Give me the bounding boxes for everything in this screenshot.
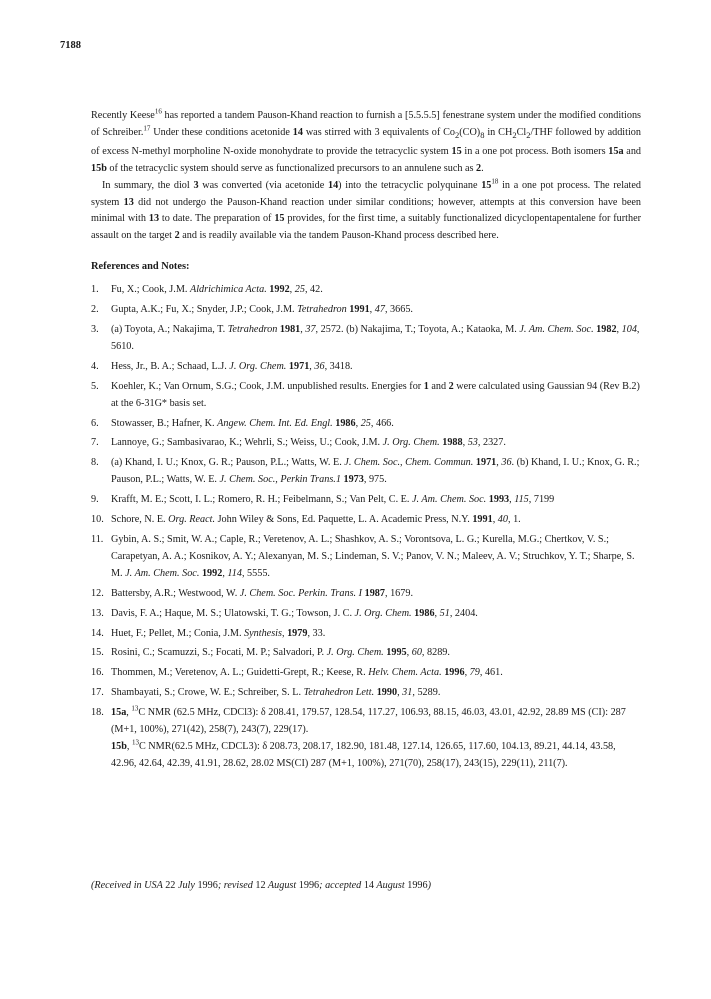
reference-item: [91, 685, 641, 702]
reference-item: [91, 645, 641, 662]
reference-item: [91, 322, 641, 356]
reference-number: 4.: [91, 360, 99, 372]
reference-item: [91, 416, 641, 433]
reference-item: [91, 282, 641, 299]
page-number: 7188: [60, 40, 81, 51]
reference-text: (a) Toyota, A.; Nakajima, T. Tetrahedron 1981, 37, 2572. (b) Nakajima, T.; Toyota, A.; Kataoka, M. J. Am. Chem. Soc. 1982, 104, 5610.: [111, 324, 640, 352]
reference-text: 15a, $^{13}$C NMR (62.5 MHz, CDCl3): δ 208.41, 179.57, 128.54, 117.27, 106.93, 88.15, 46.03, 43.01, 42.92, 28.89 MS (CI): 287 (M+1, 100%), 271(42), 258(7), 243(7), 229(17). 15b, $^{13}$C NMR(62.5 MHz, CDCL3): δ 208.73, 208.17, 182.90, 181.48, 127.14, 126.65, 117.60, 104.13, 89.21, 44.14, 43.58, 42.96, 42.64, 42.39, 41.91, 28.62, 28.02 MS(CI) 287 (M+1, 100%), 271(70), 258(17), 243(15), 229(11), 211(7).: [111, 704, 626, 769]
reference-text: Shambayati, S.; Crowe, W. E.; Schreiber, S. L. Tetrahedron Lett. 1990, 31, 5289.: [111, 687, 441, 699]
reference-item: [91, 455, 641, 489]
reference-text: Lannoye, G.; Sambasivarao, K.; Wehrli, S.; Weiss, U.; Cook, J.M. J. Org. Chem. 1988, 53, 2327.: [111, 437, 506, 449]
reference-text: Hess, Jr., B. A.; Schaad, L.J. J. Org. Chem. 1971, 36, 3418.: [111, 360, 353, 372]
reference-text: Fu, X.; Cook, J.M. Aldrichimica Acta. 1992, 25, 42.: [111, 284, 323, 296]
reference-text: Stowasser, B.; Hafner, K. Angew. Chem. Int. Ed. Engl. 1986, 25, 466.: [111, 417, 394, 429]
reference-text: Krafft, M. E.; Scott, I. L.; Romero, R. H.; Feibelmann, S.; Van Pelt, C. E. J. Am. Chem. Soc. 1993, 115, 7199: [111, 494, 555, 506]
reference-text: Schore, N. E. Org. React. John Wiley & Sons, Ed. Paquette, L. A. Academic Press, N.Y. 1991, 40, 1.: [111, 514, 521, 526]
reference-number: 14.: [91, 627, 104, 639]
reference-text: Huet, F.; Pellet, M.; Conia, J.M. Synthesis, 1979, 33.: [111, 627, 326, 639]
reference-text: Gupta, A.K.; Fu, X.; Snyder, J.P.; Cook, J.M. Tetrahedron 1991, 47, 3665.: [111, 304, 413, 316]
reference-text: Battersby, A.R.; Westwood, W. J. Chem. Soc. Perkin. Trans. I 1987, 1679.: [111, 587, 413, 599]
article-body: [91, 108, 641, 776]
reference-number: 13.: [91, 607, 104, 619]
reference-number: 10.: [91, 514, 104, 526]
reference-text: Davis, F. A.; Haque, M. S.; Ulatowski, T. G.; Towson, J. C. J. Org. Chem. 1986, 51, 2404.: [111, 607, 478, 619]
references-list: [91, 282, 641, 773]
reference-number: 18.: [91, 707, 104, 719]
reference-number: 8.: [91, 457, 99, 469]
reference-number: 7.: [91, 437, 99, 449]
reference-number: 1.: [91, 284, 99, 296]
reference-text: Rosini, C.; Scamuzzi, S.; Focati, M. P.; Salvadori, P. J. Org. Chem. 1995, 60, 8289.: [111, 647, 450, 659]
reference-number: 3.: [91, 324, 99, 335]
body-paragraph-1: Recently Keese$^{16}$ has reported a tandem Pauson-Khand reaction to furnish a [5.5.5.5] fenestrane system under the modified conditions of Schreiber.$^{17}$ Under these conditions acetonide 14 was stirred with 3 equivalents of $Co_2(CO)_8$ in $CH_2Cl_2$/THF followed by addition of excess N-methyl morpholine N-oxide monohydrate to provide the tetracyclic system 15 in a one pot process. Both isomers 15a and 15b of the tetracyclic system should serve as functionalized precursors to an annulene such as 2.: [91, 107, 642, 174]
reference-item: [91, 379, 641, 413]
reference-number: 12.: [91, 587, 104, 599]
reference-item: [91, 435, 641, 452]
reference-text: Thommen, M.; Veretenov, A. L.; Guidetti-Grept, R.; Keese, R. Helv. Chem. Acta. 1996, 79, 461.: [111, 667, 503, 679]
reference-item: [91, 532, 641, 583]
reference-number: 17.: [91, 687, 104, 699]
reference-number: 6.: [91, 417, 99, 429]
reference-item: [91, 359, 641, 376]
reference-text: Koehler, K.; Van Ornum, S.G.; Cook, J.M. unpublished results. Energies for 1 and 2 were calculated using Gaussian 94 (Rev B.2) at the 6-31G* basis set.: [111, 380, 640, 409]
reference-number: 15.: [91, 647, 104, 659]
received-note: (Received in USA 22 July 1996; revised 12 August 1996; accepted 14 August 1996): [91, 880, 432, 891]
reference-item: [91, 626, 641, 643]
reference-number: 5.: [91, 380, 99, 392]
references-heading: References and Notes:: [91, 261, 190, 273]
reference-item: [91, 492, 641, 509]
reference-number: 11.: [91, 533, 104, 545]
reference-number: 16.: [91, 667, 104, 679]
reference-number: 9.: [91, 494, 99, 506]
body-paragraph-2: In summary, the diol 3 was converted (via acetonide 14) into the tetracyclic polyquinane $15^{18}$ in a one pot process. The related system 13 did not undergo the Pauson-Khand reaction under similar conditions; however, attempts at this conversion have been minimal with 13 to date. The preparation of 15 provides, for the first time, a suitably functionalized dicyclopentapentalene for further assault on the target 2 and is readily available via the tandem Pauson-Khand process described here.: [91, 177, 641, 242]
reference-item: [91, 512, 641, 529]
reference-number: 2.: [91, 304, 99, 316]
reference-item: [91, 665, 641, 682]
reference-text: (a) Khand, I. U.; Knox, G. R.; Pauson, P.L.; Watts, W. E. J. Chem. Soc., Chem. Commun. 1971, 36. (b) Khand, I. U.; Knox, G. R.; Pauson, P.L.; Watts, W. E. J. Chem. Soc., Perkin Trans.1 1973, 975.: [111, 457, 640, 486]
reference-item: [91, 586, 641, 603]
reference-item: [91, 302, 641, 319]
reference-item: [91, 606, 641, 623]
reference-text: Gybin, A. S.; Smit, W. A.; Caple, R.; Veretenov, A. L.; Shashkov, A. S.; Vorontsova, L. G.; Kurella, M.G.; Chertkov, V. S.; Carapetyan, A. A.; Kosnikov, A. Y.; Alexanyan, M. S.; Lindeman, S. V.; Panov, V. N.; Maleev, A. V.; Struchkov, Y. T.; Sharpe, S. M. J. Am. Chem. Soc. 1992, 114, 5555.: [111, 533, 635, 579]
reference-item: [91, 705, 641, 773]
